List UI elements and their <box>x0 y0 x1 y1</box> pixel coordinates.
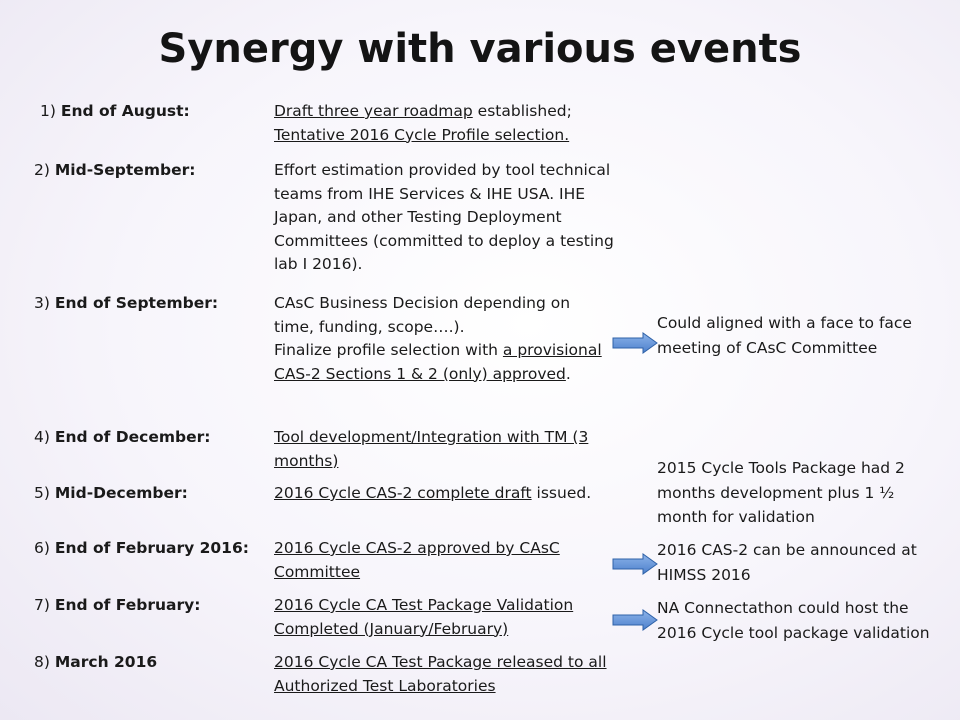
event-number: 3) <box>34 294 50 312</box>
event-desc-2 <box>274 159 614 277</box>
event-date: End of September: <box>54 294 219 312</box>
description-text: Effort estimation provided by tool technical teams from IHE Services & IHE USA. IHE Japan, and other Testing Deployment Committees (committed to deploy a testing lab I 2016). <box>274 161 614 273</box>
event-desc-7 <box>274 594 614 641</box>
event-date: End of December: <box>54 428 211 446</box>
event-label-2 <box>34 159 195 183</box>
description-text: . <box>565 364 571 383</box>
event-desc-4 <box>274 426 614 473</box>
event-date: End of August: <box>60 102 190 120</box>
event-date: Mid-December: <box>54 484 188 502</box>
right-arrow-icon <box>612 609 658 631</box>
right-arrow-icon <box>612 553 658 575</box>
event-date: End of February 2016: <box>54 539 249 557</box>
event-number: 8) <box>34 653 50 671</box>
underlined-text: a provisional CAS-2 Sections 1 & 2 (only) approved <box>274 341 602 383</box>
event-desc-6 <box>274 537 614 584</box>
event-label-3 <box>34 292 218 316</box>
event-number: 2) <box>34 161 50 179</box>
event-number: 6) <box>34 539 50 557</box>
event-number: 7) <box>34 596 50 614</box>
event-label-7 <box>34 594 200 618</box>
event-desc-1 <box>274 100 614 147</box>
event-label-1 <box>40 100 190 124</box>
right-arrow-icon <box>612 332 658 354</box>
underlined-text: 2016 Cycle CA Test Package released to all Authorized Test Laboratories <box>274 653 607 695</box>
note-na-connectathon: NA Connectathon could host the 2016 Cycle tool package validation <box>657 599 930 642</box>
underlined-text: 2016 Cycle CA Test Package Validation Completed (January/February) <box>274 596 574 638</box>
note-himss-announcement: 2016 CAS-2 can be announced at HIMSS 2016 <box>657 541 917 584</box>
event-label-4 <box>34 426 210 450</box>
event-date: Mid-September: <box>54 161 196 179</box>
slide-title: Synergy with various events <box>158 26 802 72</box>
description-text: CAsC Business Decision depending on time, funding, scope….). <box>274 294 571 336</box>
event-label-6 <box>34 537 249 561</box>
note-2015-tools-package: 2015 Cycle Tools Package had 2 months development plus 1 ½ month for validation <box>657 459 905 526</box>
underlined-text: Tentative 2016 Cycle Profile selection. <box>274 125 570 144</box>
underlined-text: Draft three year roadmap <box>274 102 473 120</box>
description-text: issued. <box>531 484 592 502</box>
underlined-text: 2016 Cycle CAS-2 approved by CAsC Committee <box>274 539 560 581</box>
event-label-8 <box>34 651 157 675</box>
event-number: 5) <box>34 484 50 502</box>
event-desc-8 <box>274 651 614 698</box>
description-text: established; <box>472 102 572 120</box>
description-text: Finalize profile selection with <box>274 341 503 359</box>
underlined-text: 2016 Cycle CAS-2 complete draft <box>274 484 532 502</box>
underlined-text: Tool development/Integration with TM (3 months) <box>274 428 589 470</box>
event-number: 1) <box>40 102 56 120</box>
event-date: March 2016 <box>54 653 158 671</box>
event-number: 4) <box>34 428 50 446</box>
note-csac-meeting: Could aligned with a face to face meeting of CAsC Committee <box>657 314 912 357</box>
event-label-5 <box>34 482 188 506</box>
event-desc-3 <box>274 292 614 386</box>
event-desc-5 <box>274 482 614 506</box>
event-date: End of February: <box>54 596 201 614</box>
